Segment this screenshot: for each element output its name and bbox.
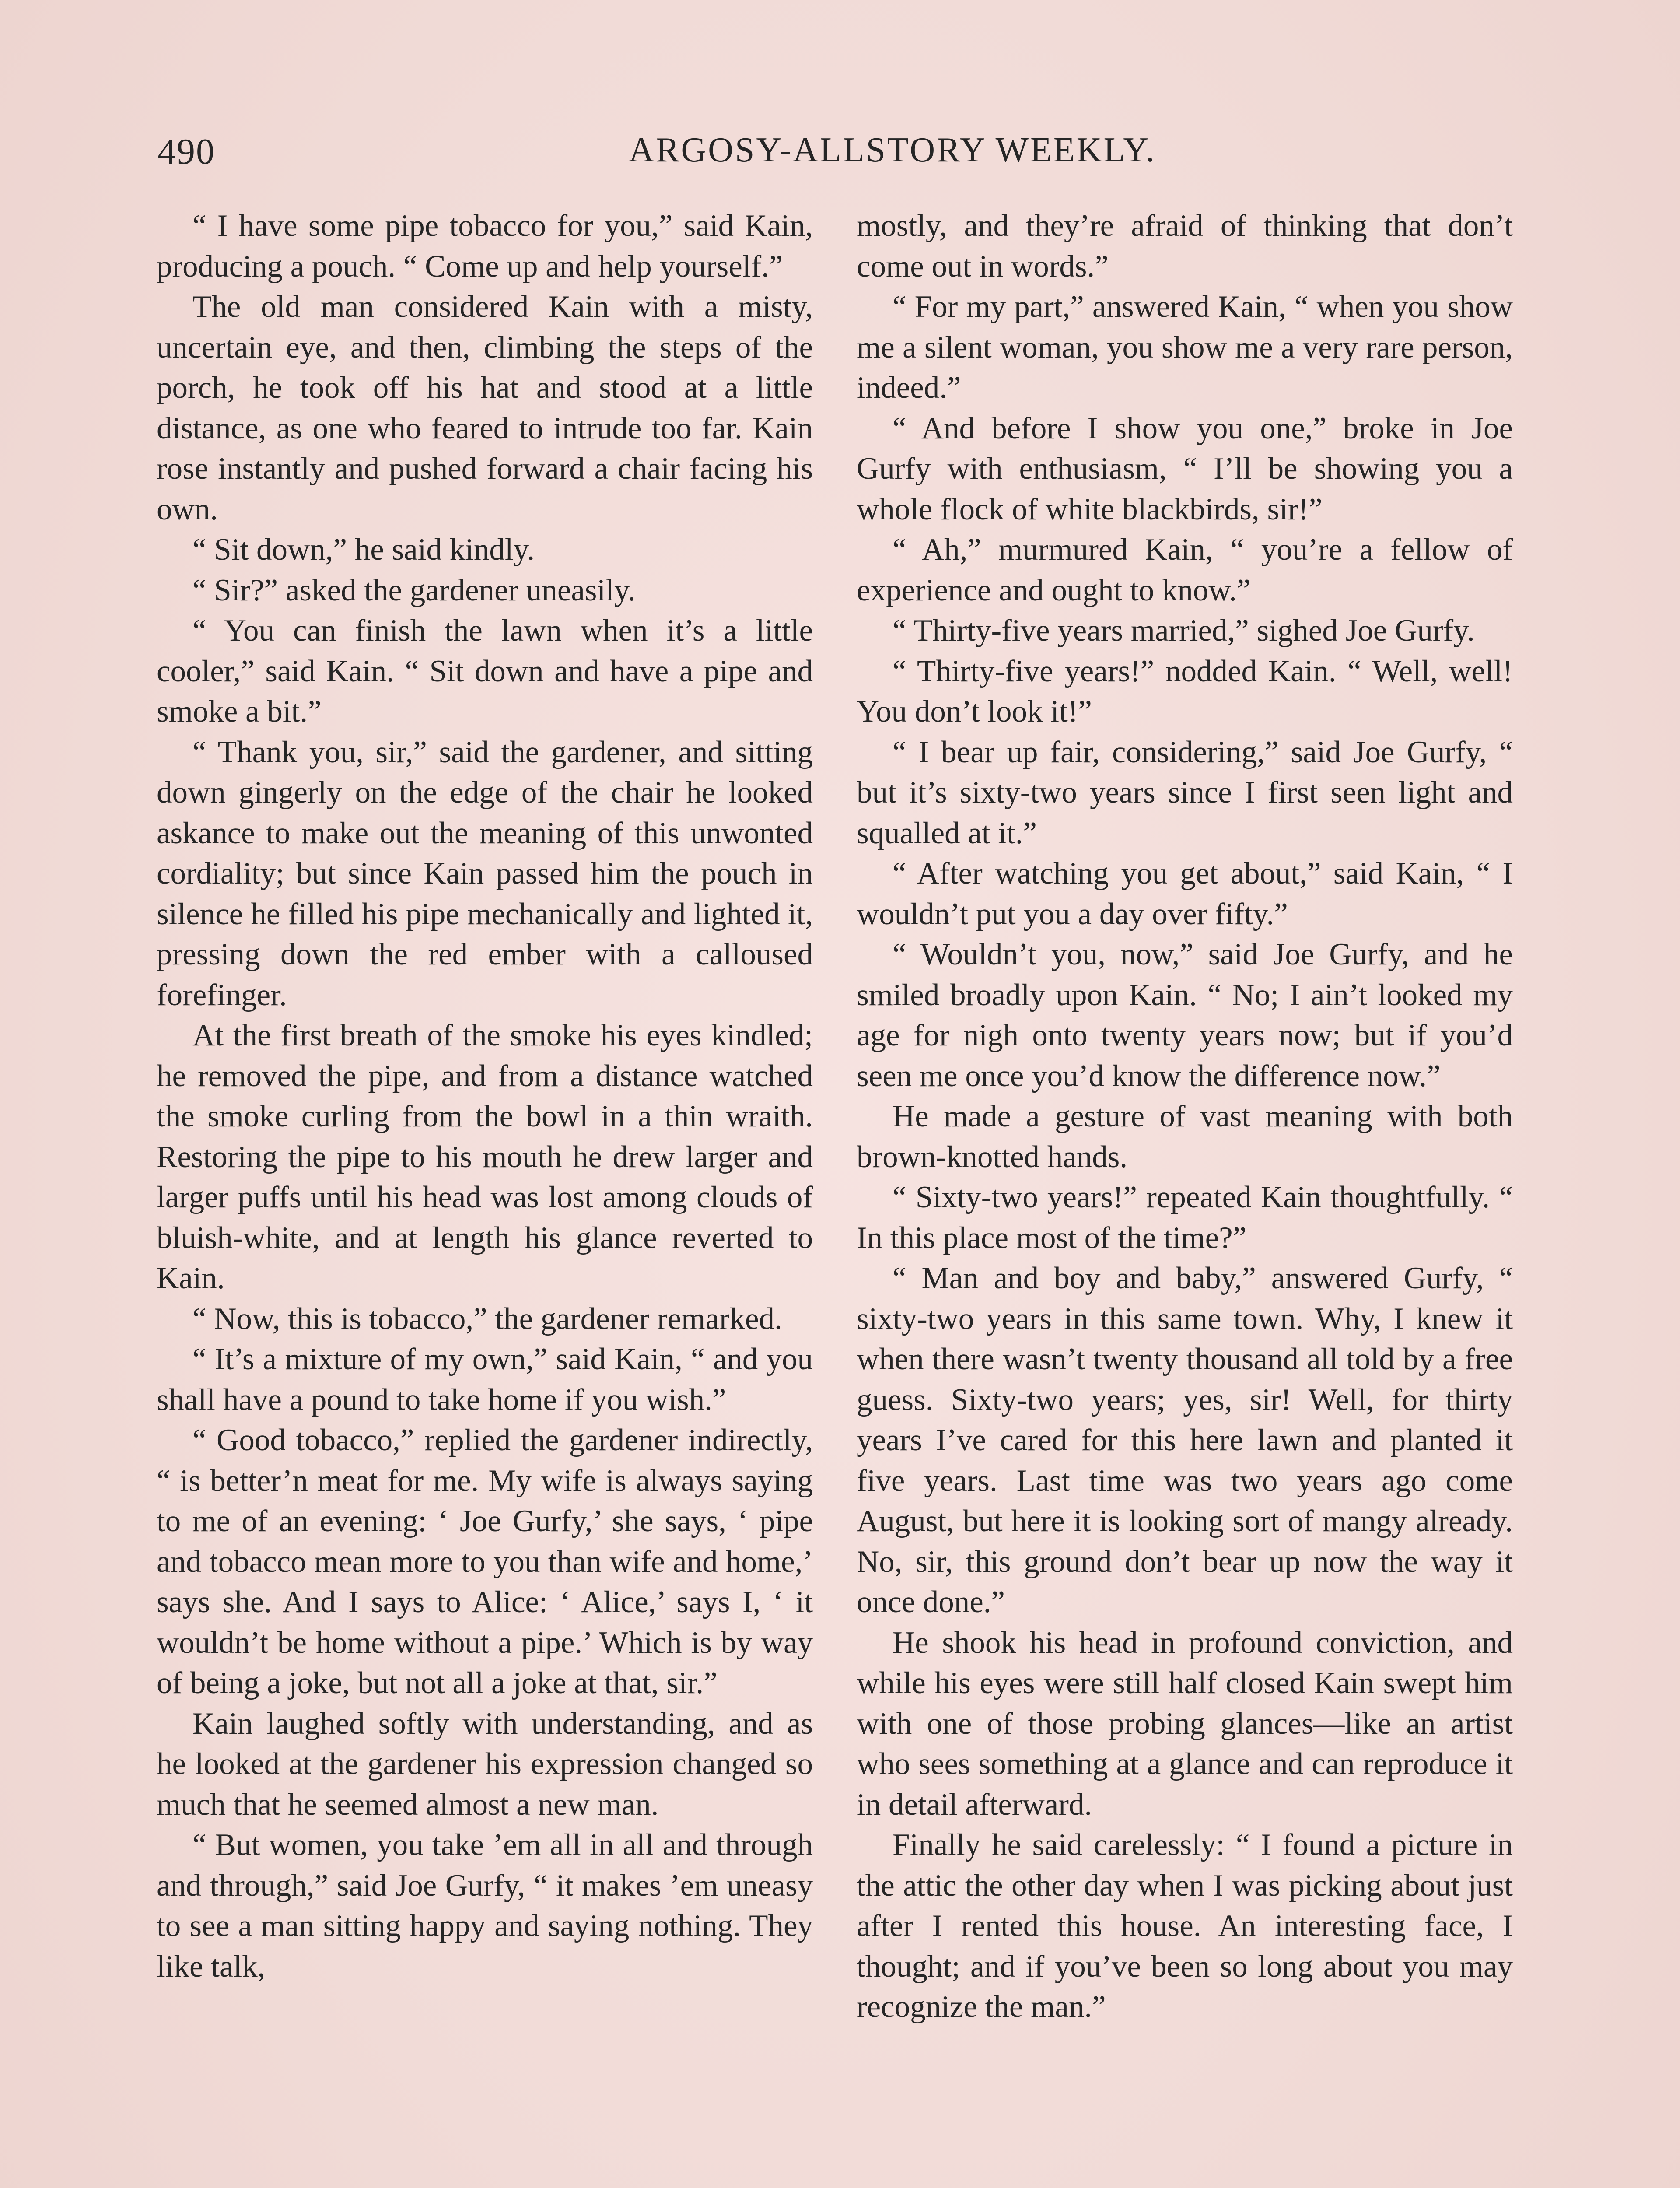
- paragraph: “ You can finish the lawn when it’s a little cooler,” said Kain. “ Sit down and have a pipe and smoke a bit.”: [157, 614, 813, 729]
- paragraph: “ Thirty-five years married,” sighed Joe Gurfy.: [892, 614, 1475, 648]
- page-header: [158, 130, 1562, 179]
- paragraph: “ Sixty-two years!” repeated Kain thoughtfully. “ In this place most of the time?”: [857, 1180, 1513, 1255]
- paragraph: mostly, and they’re afraid of thinking that don’t come out in words.”: [857, 209, 1513, 284]
- paragraph: “ Thirty-five years!” nodded Kain. “ Well, well! You don’t look it!”: [857, 654, 1513, 729]
- running-head: ARGOSY-ALLSTORY WEEKLY.: [629, 131, 1156, 169]
- paragraph: “ Sit down,” he said kindly.: [192, 533, 535, 567]
- paragraph: At the first breath of the smoke his eyes kindled; he removed the pipe, and from a distance watched the smoke curling from the bowl in a thin wraith. Restoring the pipe to his mouth he drew larger and larger puffs until his head was lost among clouds of bluish-white, and at length his glance reverted to Kain.: [157, 1018, 813, 1295]
- paragraph: Finally he said carelessly: “ I found a picture in the attic the other day when I was picking about just after I rented this house. An interesting face, I thought; and if you’ve been so long about you may recognize the man.”: [857, 1828, 1513, 2024]
- paragraph: He shook his head in profound conviction, and while his eyes were still half closed Kain swept him with one of those probing glances—like an artist who sees something at a glance and can reproduce it in detail afterward.: [857, 1625, 1513, 1822]
- paragraph: “ Good tobacco,” replied the gardener indirectly, “ is better’n meat for me. My wife is always saying to me of an evening: ‘ Joe Gurfy,’ she says, ‘ pipe and tobacco mean more to you than wife and home,’ says she. And I says to Alice: ‘ Alice,’ says I, ‘ it wouldn’t be home without a pipe.’ Which is by way of being a joke, but not all a joke at that, sir.”: [157, 1423, 813, 1700]
- left-column: [157, 206, 813, 1987]
- paragraph: “ Sir?” asked the gardener uneasily.: [192, 573, 636, 607]
- right-column: [857, 206, 1513, 2027]
- paragraph: “ But women, you take ’em all in all and through and through,” said Joe Gurfy, “ it makes ’em uneasy to see a man sitting happy and saying nothing. They like talk,: [157, 1828, 813, 1984]
- page-number: 490: [158, 131, 215, 172]
- paragraph: “ After watching you get about,” said Kain, “ I wouldn’t put you a day over fifty.”: [857, 856, 1513, 931]
- paragraph: Kain laughed softly with understanding, and as he looked at the gardener his expression changed so much that he seemed almost a new man.: [157, 1706, 813, 1822]
- paragraph: “ Now, this is tobacco,” the gardener remarked.: [192, 1301, 782, 1336]
- paragraph: “ I have some pipe tobacco for you,” said Kain, producing a pouch. “ Come up and help yourself.”: [157, 209, 813, 284]
- paragraph: “ Thank you, sir,” said the gardener, and sitting down gingerly on the edge of the chair he looked askance to make out the meaning of this unwonted cordiality; but since Kain passed him the pouch in silence he filled his pipe mechanically and lighted it, pressing down the red ember with a calloused forefinger.: [157, 735, 813, 1012]
- paragraph: “ For my part,” answered Kain, “ when you show me a silent woman, you show me a very rare person, indeed.”: [857, 290, 1513, 405]
- paragraph: “ Wouldn’t you, now,” said Joe Gurfy, and he smiled broadly upon Kain. “ No; I ain’t looked my age for nigh onto twenty years now; but if you’d seen me once you’d know the difference now.”: [857, 937, 1513, 1093]
- paragraph: “ Man and boy and baby,” answered Gurfy, “ sixty-two years in this same town. Why, I knew it when there wasn’t twenty thousand all told by a free guess. Sixty-two years; yes, sir! Well, for thirty years I’ve cared for this here lawn and planted it five years. Last time was two years ago come August, but here it is looking sort of mangy already. No, sir, this ground don’t bear up now the way it once done.”: [857, 1261, 1513, 1619]
- paragraph: “ It’s a mixture of my own,” said Kain, “ and you shall have a pound to take home if you wish.”: [157, 1342, 813, 1417]
- paragraph: “ Ah,” murmured Kain, “ you’re a fellow of experience and ought to know.”: [857, 533, 1513, 607]
- paragraph: The old man considered Kain with a misty, uncertain eye, and then, climbing the steps of the porch, he took off his hat and stood at a little distance, as one who feared to intrude too far. Kain rose instantly and pushed forward a chair facing his own.: [157, 290, 813, 526]
- paragraph: “ And before I show you one,” broke in Joe Gurfy with enthusiasm, “ I’ll be showing you a whole flock of white blackbirds, sir!”: [857, 411, 1513, 526]
- paragraph: He made a gesture of vast meaning with both brown-knotted hands.: [857, 1099, 1513, 1174]
- paragraph: “ I bear up fair, considering,” said Joe Gurfy, “ but it’s sixty-two years since I first seen light and squalled at it.”: [857, 735, 1513, 850]
